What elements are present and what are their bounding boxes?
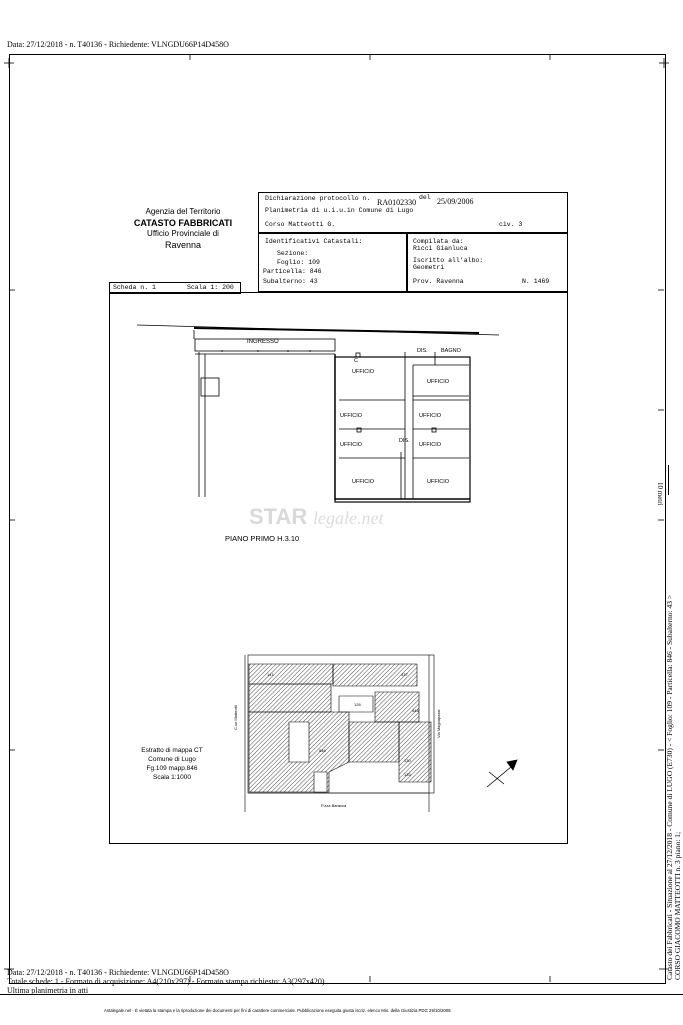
street-right: Via Magnapassi xyxy=(436,709,441,738)
protocol-value: RA0102330 xyxy=(377,198,417,207)
declaration-box xyxy=(258,192,568,234)
parcel-437: 437 xyxy=(401,672,408,677)
header-line: Data: 27/12/2018 - n. T40136 - Richiedente: VLNGDU66P14D458O xyxy=(7,40,229,49)
office-label-2: UFFICIO xyxy=(427,379,449,385)
office-label-4: UFFICIO xyxy=(419,413,441,419)
planimetry-line: Planimetria di u.i.u.in Comune di Lugo xyxy=(265,207,414,214)
date-value: 25/09/2006 xyxy=(437,197,474,206)
scheda-number: Scheda n. 1 xyxy=(113,284,156,291)
foglio: Foglio: 109 xyxy=(277,259,320,266)
footer-line-3: Ultima planimetria in atti xyxy=(7,986,89,995)
street-bottom: P.zza Baracca xyxy=(321,803,347,808)
parcel-446: 446 xyxy=(412,708,419,713)
scheda-scale: Scala 1: 200 xyxy=(187,284,234,291)
office-label-3: UFFICIO xyxy=(340,413,362,419)
office-label-8: UFFICIO xyxy=(427,479,449,485)
map-caption-2: Comune di Lugo xyxy=(148,756,196,763)
map-caption-3: Fg.109 mapp.846 xyxy=(146,765,198,772)
subalterno: Subalterno: 43 xyxy=(263,278,318,285)
footer-rule xyxy=(0,994,683,995)
compiled-box xyxy=(406,232,568,292)
watermark: STAR xyxy=(249,504,308,529)
sezione: Sezione: xyxy=(277,250,309,257)
office-label-1: UFFICIO xyxy=(352,369,374,375)
date-label: del xyxy=(419,194,431,201)
protocol-label: Dichiarazione protocollo n. xyxy=(265,195,371,202)
watermark-suffix: legale.net xyxy=(313,508,384,528)
corridor-mark-2: x xyxy=(257,348,259,353)
corridor-mark-4: x xyxy=(309,348,311,353)
north-arrow-icon xyxy=(487,760,517,787)
dis-label-mid: DIS. xyxy=(399,438,410,444)
identifiers-title: Identificativi Catastali: xyxy=(265,238,363,245)
map-caption-1: Estratto di mappa CT xyxy=(141,747,203,754)
parcel-141: 141 xyxy=(267,672,274,677)
street-left: C.so Matteotti xyxy=(233,705,238,730)
address-line: Corso Matteotti G. xyxy=(265,221,336,228)
side-text-1: Catasto dei Fabbricati - Situazione al 27/12/2018 - Comune di LUGO (E730) - < Foglio: 109 - Particella: 846 - Subalterno: 43 > xyxy=(665,594,674,980)
side-text-2: CORSO GIACOMO MATTEOTTI n. 3 piano: 1; xyxy=(673,831,682,980)
corridor-mark-1: x xyxy=(221,348,223,353)
registration-number: N. 1469 xyxy=(522,278,550,285)
agency-block xyxy=(118,207,248,250)
scale-bar xyxy=(668,465,670,495)
c-mark: C xyxy=(354,358,358,364)
footer-disclaimer: Astalegale.net - È vietata la stampa e la riproduzione dei documenti per fini di carattere commerciale. Pubblicazione eseguita giusta iscriz. elenco Min. della Giustizia PDG 29/10/2009. xyxy=(104,1008,452,1013)
floor-label: PIANO PRIMO H.3.10 xyxy=(225,534,300,543)
footer-line-1: Data: 27/12/2018 - n. T40136 - Richiedente: VLNGDU66P14D458O xyxy=(7,968,229,977)
footer-line-2: Totale schede: 1 - Formato di acquisizione: A4(210x297) - Formato stampa richiesto: A3(297x420) xyxy=(7,977,325,986)
albo-value: Geometri xyxy=(413,264,445,271)
office-label-7: UFFICIO xyxy=(352,479,374,485)
map-caption-4: Scala 1:1000 xyxy=(153,774,191,781)
office-label-5: UFFICIO xyxy=(340,442,362,448)
corridor-mark-3: x xyxy=(287,348,289,353)
agency-office: Ufficio Provinciale di xyxy=(147,229,219,238)
map-caption xyxy=(126,746,218,782)
parcel-130: 130 xyxy=(404,758,411,763)
parcel-846: 846 xyxy=(319,748,326,753)
bagno-label: BAGNO xyxy=(441,348,461,354)
civic-number: civ. 3 xyxy=(499,221,523,228)
scale-bar-label: 10 metri xyxy=(656,482,664,506)
agency-name: Agenzia del Territorio xyxy=(145,207,221,216)
agency-city: Ravenna xyxy=(164,240,202,250)
parcel-133: 133 xyxy=(404,772,411,777)
dis-label-top: DIS. xyxy=(417,348,428,354)
compiled-name: Ricci Gianluca xyxy=(413,245,468,252)
ingresso-label: INGRESSO xyxy=(247,339,279,345)
compiled-title: Compilata da: xyxy=(413,238,464,245)
province: Prov. Ravenna xyxy=(413,278,464,285)
agency-catasto: CATASTO FABBRICATI xyxy=(133,218,233,228)
office-label-6: UFFICIO xyxy=(419,442,441,448)
particella: Particella: 846 xyxy=(263,268,322,275)
parcel-126: 126 xyxy=(354,702,361,707)
albo-label: Iscritto all'albo: xyxy=(413,257,484,264)
identifiers-box xyxy=(258,232,408,292)
